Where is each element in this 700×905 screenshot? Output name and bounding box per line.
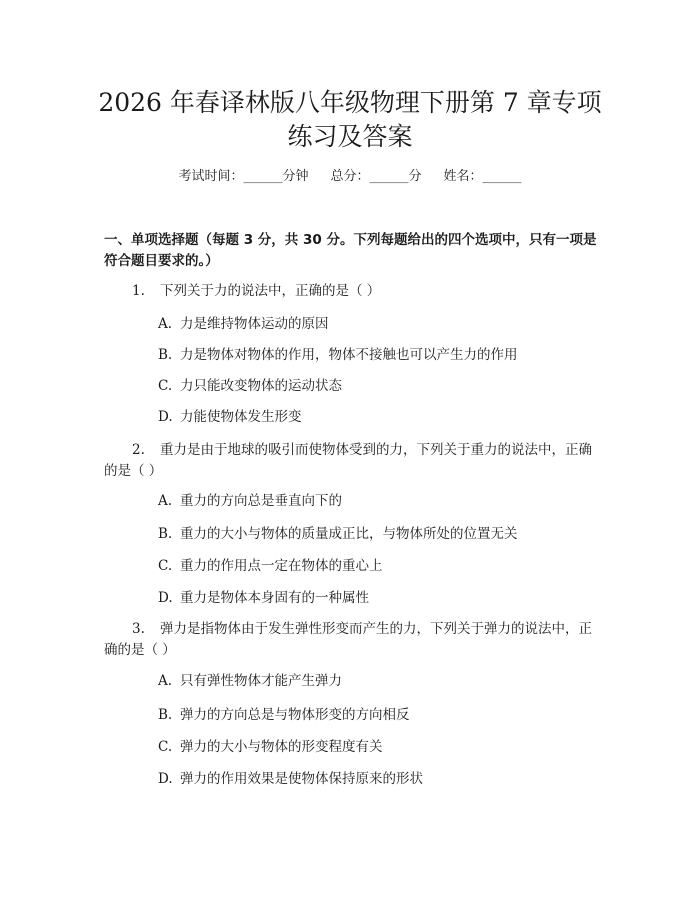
option-text: 弹力的方向总是与物体形变的方向相反 xyxy=(180,707,410,723)
question-2-option-a xyxy=(158,491,608,511)
section-heading-line-2: 符合题目要求的。） xyxy=(104,253,219,269)
option-letter: A. xyxy=(158,316,173,332)
question-1-option-b xyxy=(158,345,608,365)
question-2 xyxy=(104,440,604,482)
question-2-option-b xyxy=(158,524,608,544)
option-text: 只有弹性物体才能产生弹力 xyxy=(180,673,342,689)
question-2-option-d xyxy=(158,588,608,608)
total-score-label: 总分：______分 xyxy=(330,169,422,184)
option-letter: C. xyxy=(158,558,173,574)
option-letter: A. xyxy=(158,673,173,689)
option-letter: D. xyxy=(158,590,173,606)
exam-time-label: 考试时间：______分钟 xyxy=(178,169,309,184)
question-number: 1. xyxy=(132,283,145,299)
option-text: 重力的方向总是垂直向下的 xyxy=(180,493,342,509)
question-3-option-a xyxy=(158,671,608,691)
student-name-label: 姓名：______ xyxy=(443,169,522,184)
page-title-line-2: 练习及答案 xyxy=(287,122,413,151)
question-3 xyxy=(104,619,604,661)
option-letter: D. xyxy=(158,409,173,425)
question-stem: 重力是由于地球的吸引而使物体受到的力，下列关于重力的说法中，正确 xyxy=(160,442,592,458)
option-letter: A. xyxy=(158,493,173,509)
question-3-option-d xyxy=(158,769,608,789)
option-text: 力是维持物体运动的原因 xyxy=(180,316,329,332)
question-1-option-d xyxy=(158,407,608,427)
option-letter: C. xyxy=(158,739,173,755)
question-number: 2. xyxy=(132,442,145,458)
section-heading-line-1: 一、单项选择题（每题 3 分，共 30 分。下列每题给出的四个选项中，只有一项是 xyxy=(104,232,597,248)
option-letter: B. xyxy=(158,526,173,542)
question-3-option-b xyxy=(158,705,608,725)
option-text: 重力是物体本身固有的一种属性 xyxy=(180,590,369,606)
question-1-option-a xyxy=(158,314,608,334)
question-3-option-c xyxy=(158,737,608,757)
option-text: 力只能改变物体的运动状态 xyxy=(180,378,342,394)
option-text: 重力的作用点一定在物体的重心上 xyxy=(180,558,383,574)
exam-meta xyxy=(0,167,700,187)
page-title-line-1: 2026 年春译林版八年级物理下册第 7 章专项 xyxy=(98,88,602,117)
option-letter: B. xyxy=(158,707,173,723)
option-text: 重力的大小与物体的质量成正比，与物体所处的位置无关 xyxy=(180,526,518,542)
option-text: 力是物体对物体的作用，物体不接触也可以产生力的作用 xyxy=(180,347,518,363)
question-stem-continued: 的是（ ） xyxy=(104,463,163,479)
option-letter: C. xyxy=(158,378,173,394)
question-stem: 下列关于力的说法中，正确的是（ ） xyxy=(160,283,381,299)
option-text: 弹力的大小与物体的形变程度有关 xyxy=(180,739,383,755)
option-letter: B. xyxy=(158,347,173,363)
option-text: 弹力的作用效果是使物体保持原来的形状 xyxy=(180,771,423,787)
question-stem: 弹力是指物体由于发生弹性形变而产生的力，下列关于弹力的说法中，正 xyxy=(160,621,592,637)
section-heading xyxy=(104,230,604,272)
question-number: 3. xyxy=(132,621,145,637)
question-1-option-c xyxy=(158,376,608,396)
option-letter: D. xyxy=(158,771,173,787)
option-text: 力能使物体发生形变 xyxy=(180,409,302,425)
question-1 xyxy=(104,281,604,302)
question-2-option-c xyxy=(158,556,608,576)
question-stem-continued: 确的是（ ） xyxy=(104,642,176,658)
